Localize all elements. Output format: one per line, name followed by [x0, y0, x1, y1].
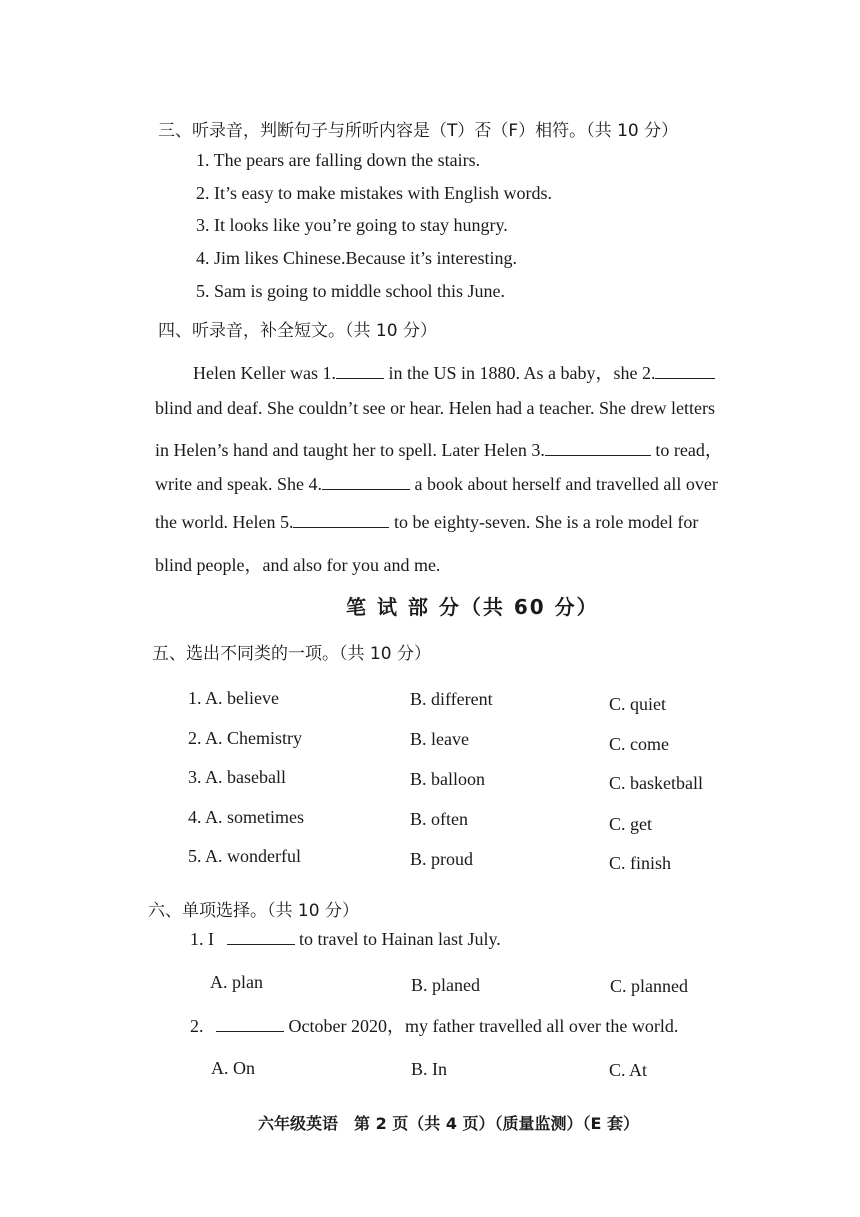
s6-question-2 — [190, 1012, 678, 1038]
s6-q1-option-a: A. plan — [210, 972, 263, 992]
s5-row2-a: 2. A. Chemistry — [188, 728, 303, 748]
s5-row5-c: C. finish — [609, 853, 672, 873]
s6-q2-option-b: B. In — [411, 1059, 447, 1079]
s5-row1-b: B. different — [410, 689, 493, 709]
section6-heading: 六、单项选择。（共 10 分） — [148, 901, 359, 921]
s6-q2-option-c: C. At — [609, 1060, 648, 1080]
s6-q1-option-b: B. planed — [411, 975, 480, 995]
section3-item-1: 1. The pears are falling down the stairs. — [196, 150, 481, 170]
passage-text: a book about herself and travelled all over — [414, 474, 718, 494]
s5-row4-a: 4. A. sometimes — [188, 807, 304, 827]
section3-item-5: 5. Sam is going to middle school this June. — [196, 281, 505, 301]
s5-row1-a: 1. A. believe — [188, 688, 279, 708]
blank-1[interactable] — [336, 364, 384, 379]
question-text: 2. — [190, 1016, 204, 1036]
passage-line-5 — [155, 512, 698, 533]
section3-heading: 三、听录音，判断句子与所听内容是（T）否（F）相符。（共 10 分） — [158, 121, 679, 141]
passage-line-2: blind and deaf. She couldn’t see or hear. Helen had a teacher. She drew letters — [155, 398, 715, 418]
s6-q2-option-a: A. On — [211, 1058, 255, 1078]
section4-heading: 四、听录音，补全短文。（共 10 分） — [158, 321, 437, 341]
s5-row5-b: B. proud — [410, 849, 473, 869]
passage-line-1 — [193, 359, 715, 385]
section3-item-4: 4. Jim likes Chinese.Because it’s interesting. — [196, 248, 517, 268]
s6-q2-blank[interactable] — [216, 1017, 284, 1032]
s5-row5-a: 5. A. wonderful — [188, 846, 301, 866]
blank-4[interactable] — [322, 475, 410, 490]
blank-3[interactable] — [545, 441, 651, 456]
passage-line-4 — [155, 474, 718, 495]
passage-text: in Helen’s hand and taught her to spell. Later Helen 3. — [155, 440, 545, 460]
section3-item-3: 3. It looks like you’re going to stay hungry. — [196, 215, 508, 235]
s5-row3-a: 3. A. baseball — [188, 767, 286, 787]
page-footer: 六年级英语 第 2 页（共 4 页）（质量监测）（E 套） — [258, 1114, 640, 1133]
blank-5[interactable] — [293, 513, 389, 528]
written-part-title: 笔 试 部 分（共 60 分） — [346, 595, 599, 619]
s5-row4-c: C. get — [609, 814, 652, 834]
s6-question-1 — [190, 929, 501, 950]
s5-row4-b: B. often — [410, 809, 468, 829]
blank-2[interactable] — [655, 364, 715, 379]
passage-text: to be eighty-seven. She is a role model for — [393, 512, 699, 532]
question-text: October 2020，my father travelled all over the world. — [288, 1016, 679, 1036]
passage-line-3 — [155, 436, 723, 462]
question-text: 1. I — [190, 929, 214, 949]
s5-row2-b: B. leave — [410, 729, 469, 749]
passage-text: to read， — [655, 440, 723, 460]
question-text: to travel to Hainan last July. — [299, 929, 501, 949]
s5-row1-c: C. quiet — [609, 694, 666, 714]
passage-text: write and speak. She 4. — [155, 474, 322, 494]
passage-line-6: blind people，and also for you and me. — [155, 555, 441, 575]
s5-row3-b: B. balloon — [410, 769, 485, 789]
passage-text: the world. Helen 5. — [155, 512, 294, 532]
s5-row2-c: C. come — [609, 734, 669, 754]
passage-text: in the US in 1880. As a baby，she 2. — [388, 363, 656, 383]
section3-item-2: 2. It’s easy to make mistakes with English words. — [196, 183, 552, 203]
section5-heading: 五、选出不同类的一项。（共 10 分） — [152, 644, 431, 664]
s6-q1-blank[interactable] — [227, 930, 295, 945]
s5-row3-c: C. basketball — [609, 773, 703, 793]
passage-text: Helen Keller was 1. — [193, 363, 336, 383]
s6-q1-option-c: C. planned — [610, 976, 688, 996]
